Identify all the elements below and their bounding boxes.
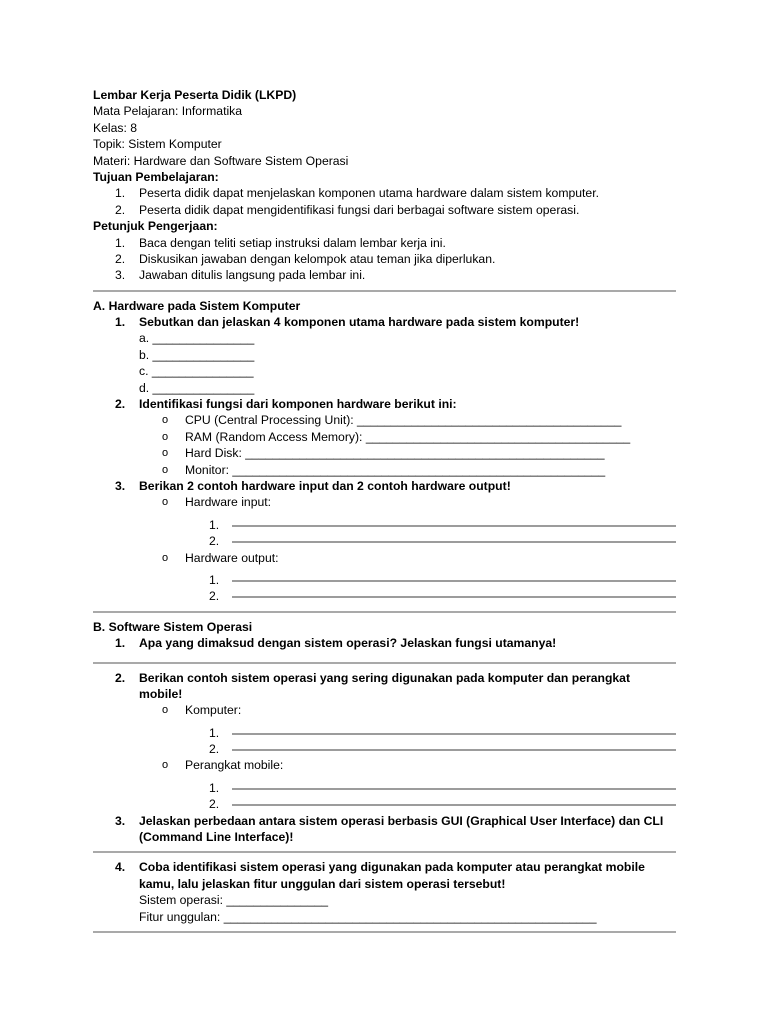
objectives-heading: Tujuan Pembelajaran: <box>93 169 219 184</box>
objective-item: 2. Peserta didik dapat mengidentifikasi fungsi dari berbagai software sistem operasi. <box>115 202 580 217</box>
material-line: Materi: Hardware dan Software Sistem Operasi <box>93 153 349 168</box>
question-a1: 1. Sebutkan dan jelaskan 4 komponen utama hardware pada sistem komputer! <box>115 315 580 330</box>
feature-field[interactable]: Fitur unggulan: _______________________________________________________ <box>139 909 597 924</box>
section-a-heading: A. Hardware pada Sistem Komputer <box>93 298 301 313</box>
mobile-label: o Perangkat mobile: <box>162 758 284 773</box>
topic-line: Topik: Sistem Komputer <box>93 137 222 152</box>
question-b1: 1. Apa yang dimaksud dengan sistem operasi? Jelaskan fungsi utamanya! <box>115 636 557 651</box>
hardware-input-answer-1[interactable]: 1. <box>93 517 676 533</box>
worksheet <box>93 87 676 933</box>
worksheet-title: Lembar Kerja Peserta Didik (LKPD) <box>93 88 297 102</box>
section-b-heading: B. Software Sistem Operasi <box>93 619 253 634</box>
instruction-item: 1. Baca dengan teliti setiap instruksi dalam lembar kerja ini. <box>115 235 446 250</box>
question-a3: 3. Berikan 2 contoh hardware input dan 2 contoh hardware output! <box>115 478 511 493</box>
hardware-output-answer-2[interactable]: 2. <box>93 588 676 604</box>
hard-disk-field[interactable]: o Hard Disk: _____________________________________________________ <box>162 446 605 461</box>
computer-os-answer-1[interactable]: 1. <box>93 725 676 741</box>
question-b4: 4. Coba identifikasi sistem operasi yang digunakan pada komputer atau perangkat mobile <box>115 860 645 875</box>
answer-blank-c[interactable]: c. _______________ <box>139 364 254 379</box>
mobile-os-answer-1[interactable]: 1. <box>93 780 676 796</box>
ram-field[interactable]: o RAM (Random Access Memory): _______________________________________ <box>162 429 631 444</box>
answer-blank-a[interactable]: a. _______________ <box>139 331 255 346</box>
question-b3-cont: (Command Line Interface)! <box>139 830 294 845</box>
cpu-field[interactable]: o CPU (Central Processing Unit): _______________________________________ <box>162 413 622 428</box>
question-b2: 2. Berikan contoh sistem operasi yang sering digunakan pada komputer dan perangkat <box>115 670 631 685</box>
subject-line: Mata Pelajaran: Informatika <box>93 104 243 119</box>
answer-blank-d[interactable]: d. _______________ <box>139 380 255 395</box>
question-b2-cont: mobile! <box>139 686 183 701</box>
question-b3: 3. Jelaskan perbedaan antara sistem operasi berbasis GUI (Graphical User Interface) dan CLI <box>115 813 664 828</box>
hardware-input-answer-2[interactable]: 2. <box>93 533 676 549</box>
instructions-heading: Petunjuk Pengerjaan: <box>93 219 218 234</box>
instruction-item: 3. Jawaban ditulis langsung pada lembar ini. <box>115 268 366 283</box>
monitor-field[interactable]: o Monitor: _______________________________________________________ <box>162 462 606 477</box>
objective-item: 1. Peserta didik dapat menjelaskan komponen utama hardware dalam sistem komputer. <box>115 186 599 201</box>
question-b4-cont: kamu, lalu jelaskan fitur unggulan dari sistem operasi tersebut! <box>139 876 506 891</box>
computer-os-answer-2[interactable]: 2. <box>93 741 676 757</box>
answer-blank-b[interactable]: b. _______________ <box>139 347 255 362</box>
divider <box>93 931 676 933</box>
mobile-os-answer-2[interactable]: 2. <box>93 796 676 812</box>
hardware-output-answer-1[interactable]: 1. <box>93 572 676 588</box>
hardware-input-label: o Hardware input: <box>162 495 272 510</box>
grade-line: Kelas: 8 <box>93 120 138 135</box>
hardware-output-label: o Hardware output: <box>162 550 279 565</box>
os-field[interactable]: Sistem operasi: _______________ <box>139 893 329 908</box>
instruction-item: 2. Diskusikan jawaban dengan kelompok atau teman jika diperlukan. <box>115 251 496 266</box>
question-a2: 2. Identifikasi fungsi dari komponen hardware berikut ini: <box>115 397 457 412</box>
computer-label: o Komputer: <box>162 703 242 718</box>
